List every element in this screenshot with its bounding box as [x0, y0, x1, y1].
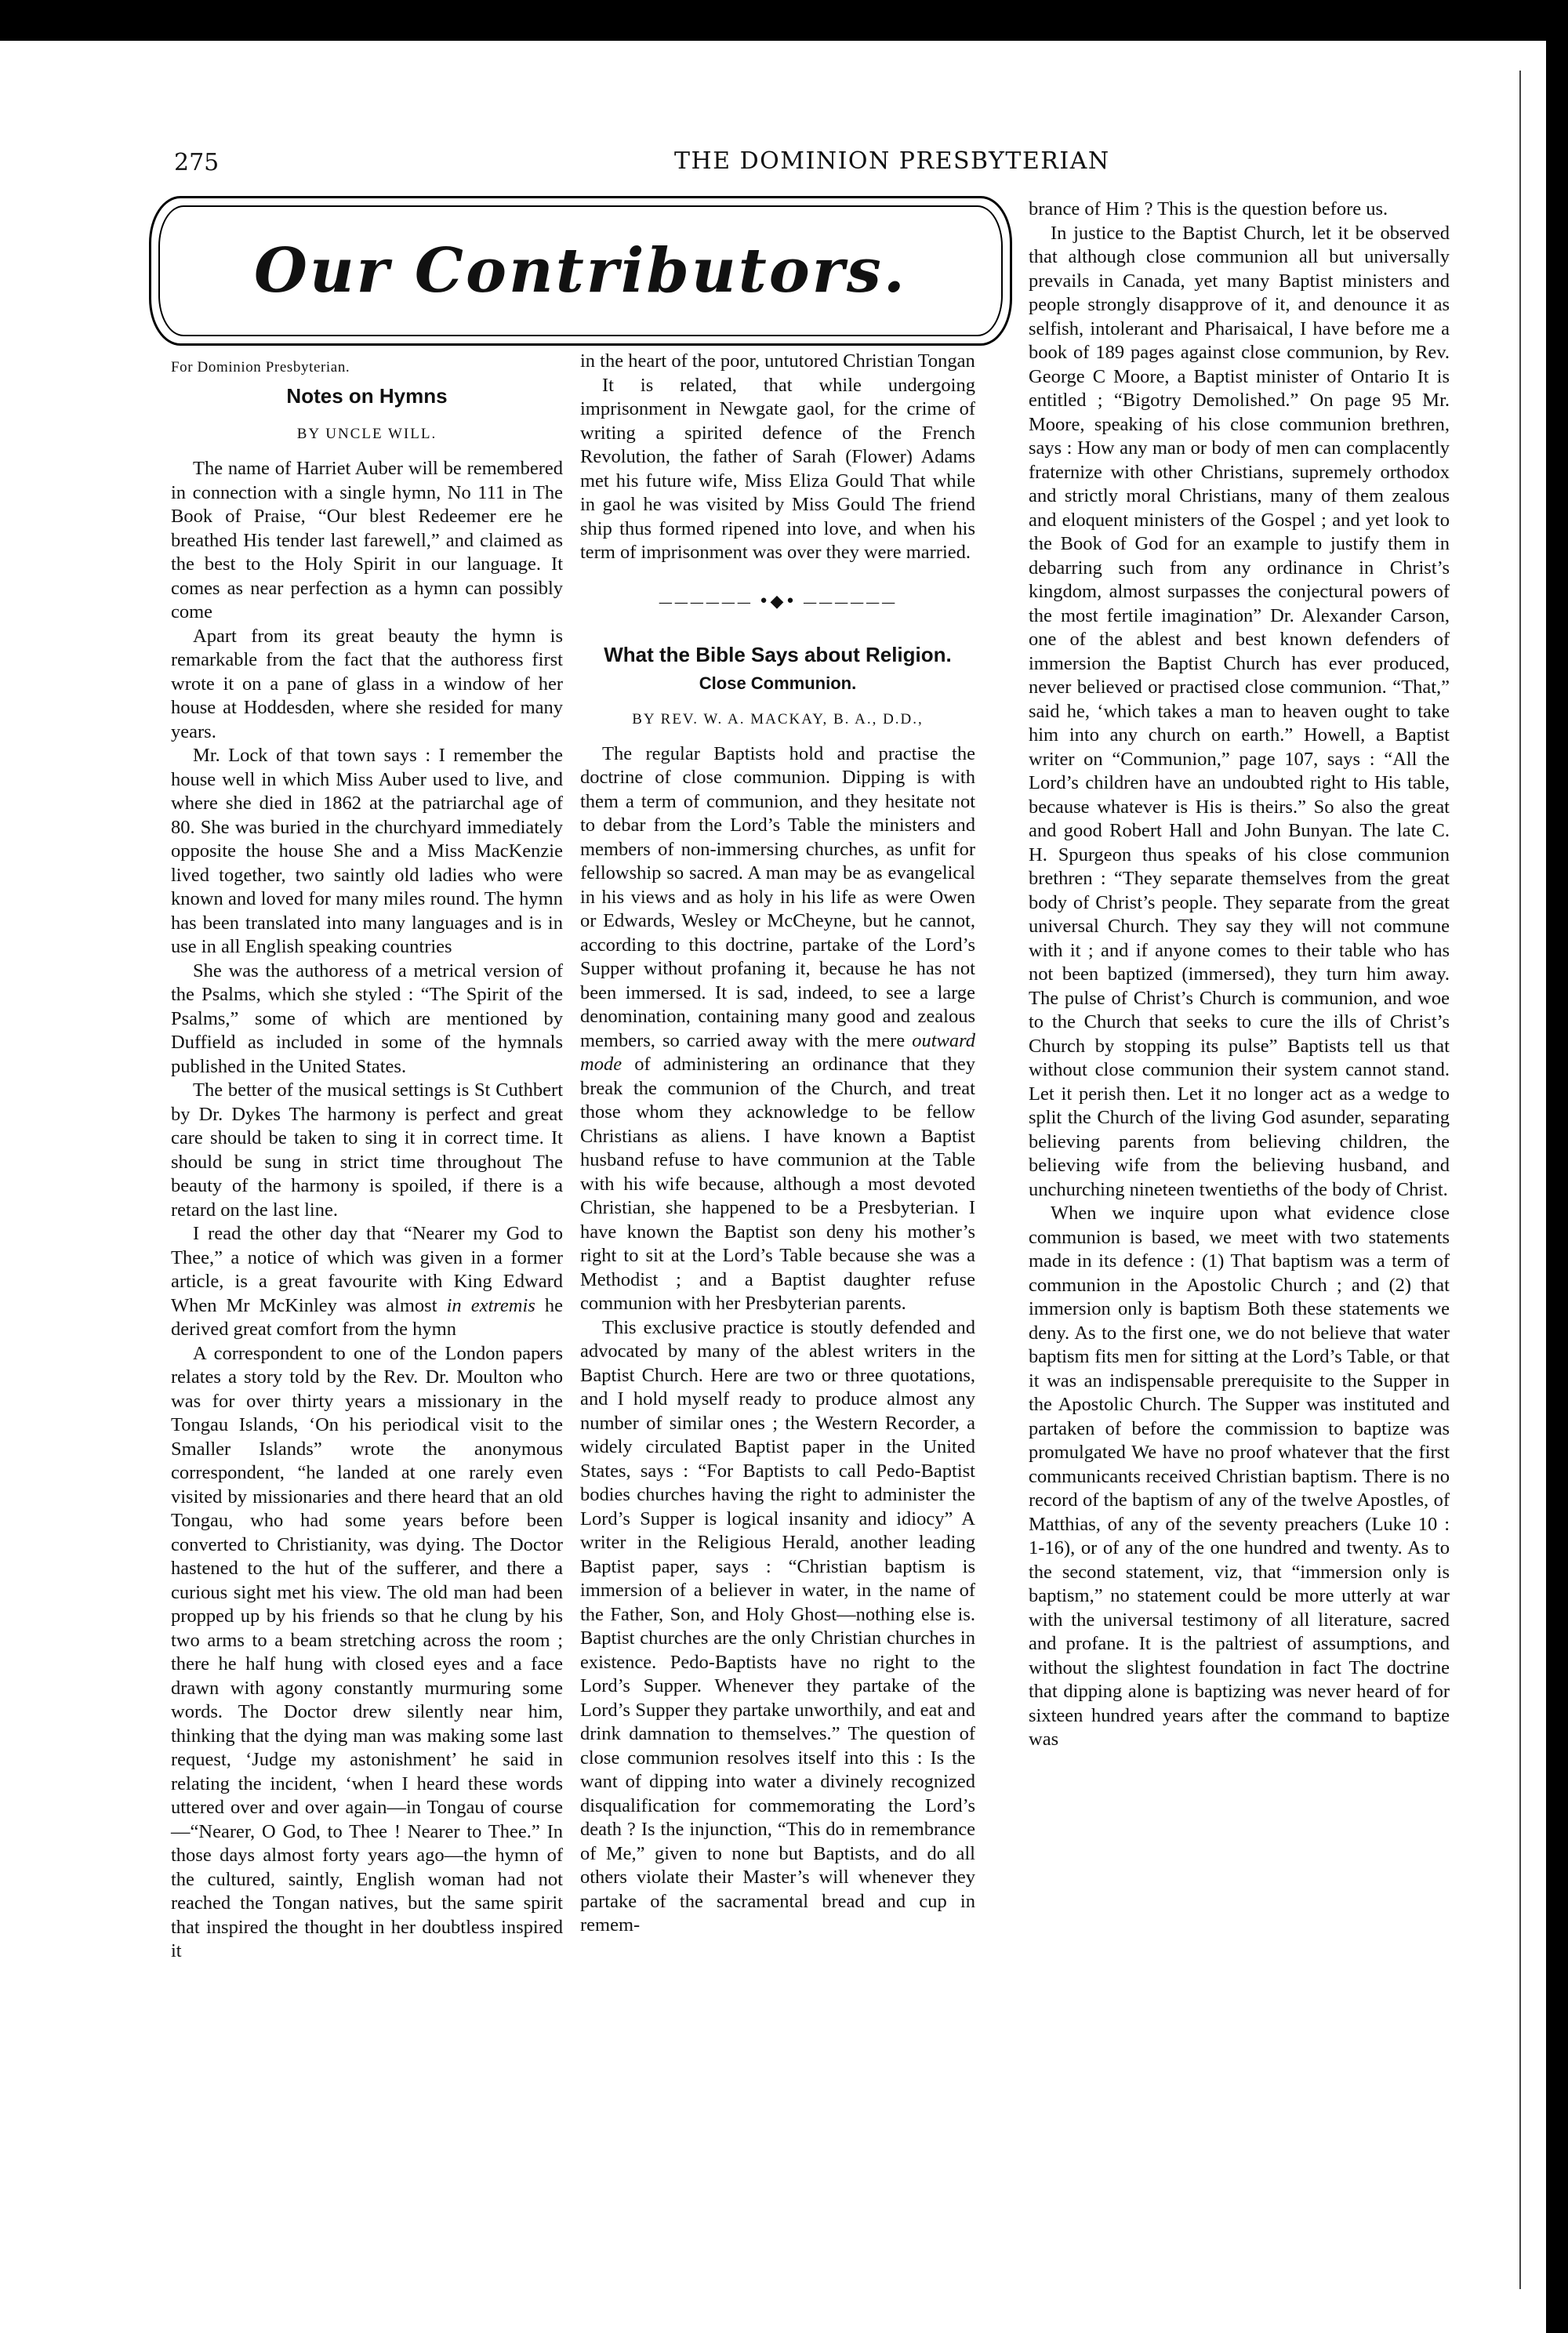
paragraph: This exclusive practice is stoutly defended and advocated by many of the ablest writers in the Baptist Church. Here are two or three quotations, and I hold myself ready to produce almost any number of similar ones ; the Western Recorder, a widely circulated Baptist paper in the United States, says : “For Baptists to call Pedo-Baptist bodies churches having the right to administer the Lord’s Supper is logical insanity and idiocy” A writer in the Religious Herald, another leading Baptist paper, says : “Christian baptism is immersion of a believer in water, in the name of the Father, Son, and Holy Ghost—nothing else is. Baptist churches are the only Christian churches in existence. Pedo-Baptists have no right to the Lord’s Supper. Whenever they partake of the Lord’s Supper they partake unworthily, and eat and drink damnation to themselves.” The question of close communion resolves itself into this : Is the want of dipping into water a divinely recognized disqualification for commemorating the Lord’s death ? Is the injunction, “This do in remembrance of Me,” given to none but Baptists, and do all others violate their Master’s will whenever they partake of the sacramental bread and cup in remem-	[580, 1316, 975, 1936]
paragraph-text: The regular Baptists hold and practise the doctrine of close communion. Dipping is with them a term of communion, and they hesitate not to debar from the Lord’s Table the ministers and members of non-immersing churches, as unfit for fellowship so sacred. A man may be as evangelical in his views and as holy in his life as were Owen or Edwards, Wesley or McCheyne, but he cannot, according to this doctrine, partake of the Lord’s Supper without profaning it, because he has not been immersed. It is sad, indeed, to see a large denomination, containing many good and zealous members, so carried away with the mere	[580, 742, 975, 1051]
section-banner	[149, 196, 1012, 346]
paragraph-text: of administering an ordinance that they break the communion of the Church, and treat those whom they acknowledge to be fellow Christians as aliens. I have known a Baptist husband refuse to have communion at the Table with his wife because, although a most devoted Christian, she happened to be a Presbyterian. I have known the Baptist son deny his mother’s right to sit at the Lord’s Table because she was a Methodist ; and a Baptist daughter refuse communion with her Presbyterian parents.	[580, 1054, 975, 1314]
paragraph: Apart from its great beauty the hymn is remarkable from the fact that the authoress first wrote it on a pane of glass in a window of her house at Hoddesden, where she resided for many years.	[171, 625, 563, 742]
paragraph: A correspondent to one of the London papers relates a story told by the Rev. Dr. Moulton who was for over thirty years a missionary in the Tongau Islands, ‘On his periodical visit to the Smaller Islands” wrote the anonymous correspondent, “he landed at one rarely even visited by missionaries and there heard that an old Tongau, who had some years before been converted to Christianity, was dying. The Doctor hastened to the hut of the sufferer, and there a curious sight met his view. The old man had been propped up by his friends so that he clung by his two arms to a beam stretching across the room ; there he half hung with closed eyes and a face drawn with agony constantly murmuring some words. The Doctor drew silently near him, thinking that the dying man was making some last request, ‘Judge my astonishment’ he said in relating the incident, ‘when I heard these words uttered over and over again—in Tongau of course—“Nearer, O God, to Thee ! Nearer to Thee.” In those days almost forty years ago—the hymn of the cultured, saintly, English woman had not reached the Tongan natives, but the same spirit that inspired the thought in her doubtless inspired it	[171, 1342, 563, 1961]
banner-title: Our Contributors.	[254, 235, 907, 307]
page-number: 275	[174, 149, 220, 176]
paragraph: The name of Harriet Auber will be remembered in connection with a single hymn, No 111 in The Book of Praise, “Our blest Redeemer ere he breathed His tender last farewell,” and claimed as the best to the Holy Spirit in our language. It comes as near perfection as a hymn can possibly come	[171, 458, 563, 622]
page-edge-line	[1519, 71, 1521, 2289]
paragraph	[580, 742, 975, 1316]
for-line: For Dominion Presbyterian.	[171, 359, 350, 376]
article-byline: BY REV. W. A. MACKAY, B. A., D.D.,	[632, 710, 924, 727]
paragraph: In justice to the Baptist Church, let it be observed that although close communion all but universally prevails in Canada, yet many Baptist ministers and people strongly disapprove of it, and denounce it as selfish, intolerant and Pharisaical, I have before me a book of 189 pages against close communion, by Rev. George C Moore, a Baptist minister of Ontario It is entitled ; “Bigotry Demolished.” On page 95 Mr. Moore, speaking of his close communion brethren, says : How any man or body of men can complacently fraternize with other Christians, supremely orthodox and strictly moral Christians, many of them zealous and eloquent ministers of the Gospel ; and yet look to the Book of God for an example to justify them in debarring such from any ordinance in Christ’s kingdom, almost surpasses the conjectural powers of the most fertile imagination” Dr. Alexander Carson, one of the ablest and best known defenders of immersion the Baptist Church has ever produced, never believed or practised close communion. “That,” said he, ‘which takes a man to heaven ought to take him into any church on earth.” Howell, a Baptist writer on “Communion,” page 107, says : “All the Lord’s children have an undoubted right to His table, because whatever is His is theirs.” So also the great and good Robert Hall and John Bunyan. The late C. H. Spurgeon thus speaks of his close communion brethren : “They separate themselves from the great body of Christ’s people. They separate from the great universal Church. They say they will not commune with it ; and if anyone comes to their table who has not been baptized (immersed), they turn him away. The pulse of Christ’s Church is communion, and woe to the Church that seeks to cure the ills of Christ’s Church by stopping its pulse” Baptists tell us that without close communion their system cannot stand. Let it perish then. Let it no longer act as a wedge to split the Church of the living God asunder, separating believing parents from believing children, the believing wife from the believing husband, and unchurching nineteen twentieths of the body of Christ.	[1029, 222, 1450, 1200]
scan-border-right	[1546, 0, 1568, 2333]
column-3	[1029, 198, 1450, 1752]
paragraph: She was the authoress of a metrical version of the Psalms, which she styled : “The Spirit of the Psalms,” some of which are mentioned by Duffield as included in some of the hymnals published in the United States.	[171, 960, 563, 1077]
paragraph: Mr. Lock of that town says : I remember the house well in which Miss Auber used to live, and where she died in 1862 at the patriarchal age of 80. She was buried in the churchyard immediately opposite the house She and a Miss MacKenzie lived together, two saintly old ladies who were known and loved for many miles round. The hymn has been translated into many languages and is in use in all English speaking countries	[171, 745, 563, 957]
italic-phrase: in extremis	[446, 1294, 535, 1316]
paragraph: It is related, that while undergoing imprisonment in Newgate gaol, for the crime of writing a spirited defence of the French Revolution, the father of Sarah (Flower) Adams met his future wife, Miss Eliza Gould That while in gaol he was visited by Miss Gould The friend ship thus formed ripened into love, and when his term of imprisonment was over they were married.	[580, 374, 975, 563]
paragraph	[171, 1222, 563, 1342]
paragraph-continuation: brance of Him ? This is the question before us.	[1029, 198, 1388, 220]
column-1	[171, 359, 563, 1964]
article-subtitle: Close Communion.	[699, 673, 857, 693]
paragraph-text: he derived great comfort from the hymn	[171, 1294, 563, 1340]
article-title-bible-religion: What the Bible Says about Religion.	[604, 642, 952, 666]
article-title-notes-on-hymns: Notes on Hymns	[286, 384, 448, 408]
article-byline: BY UNCLE WILL.	[296, 426, 437, 442]
paragraph-continuation: in the heart of the poor, untutored Christian Tongan	[580, 350, 975, 372]
column-2	[580, 350, 975, 1938]
scan-border-top	[0, 0, 1568, 41]
paragraph: The better of the musical settings is St Cuthbert by Dr. Dykes The harmony is perfect and great care should be taken to sing it in correct time. It should be sung in strict time throughout The beauty of the harmony is spoiled, if there is a retard on the last line.	[171, 1079, 563, 1221]
paragraph: When we inquire upon what evidence close communion is based, we meet with two statements made in its defence : (1) That baptism was a term of communion in the Apostolic Church ; and (2) that immersion only is baptism Both these statements we deny. As to the first one, we do not believe that water baptism fits men for sitting at the Lord’s Table, or that it was an indispensable prerequisite to the Supper in the Apostolic Church. The Supper was instituted and partaken of before the commission to baptize was promulgated We have no proof whatever that the first communicants received Christian baptism. There is no record of the baptism of any of the twelve Apostles, of Matthias, of any of the seventy preachers (Luke 10 : 1-16), or of any of the one hundred and twenty. As to the second statement, viz, that “immersion only is baptism,” no statement could be more utterly at war with the universal testimony of all literature, sacred and profane. It is the paltriest of assumptions, and without the slightest foundation in fact The doctrine that dipping alone is baptizing was never heard of for sixteen hundred years after the command to baptize was	[1029, 1203, 1450, 1750]
paragraph-text: I read the other day that “Nearer my God to Thee,” a notice of which was given in a former article, is a great favourite with King Edward When Mr McKinley was almost	[171, 1223, 563, 1316]
italic-phrase: outward mode	[580, 1029, 976, 1075]
section-separator: —————— •◆• ——————	[658, 591, 898, 611]
running-title: THE DOMINION PRESBYTERIAN	[674, 147, 1110, 175]
